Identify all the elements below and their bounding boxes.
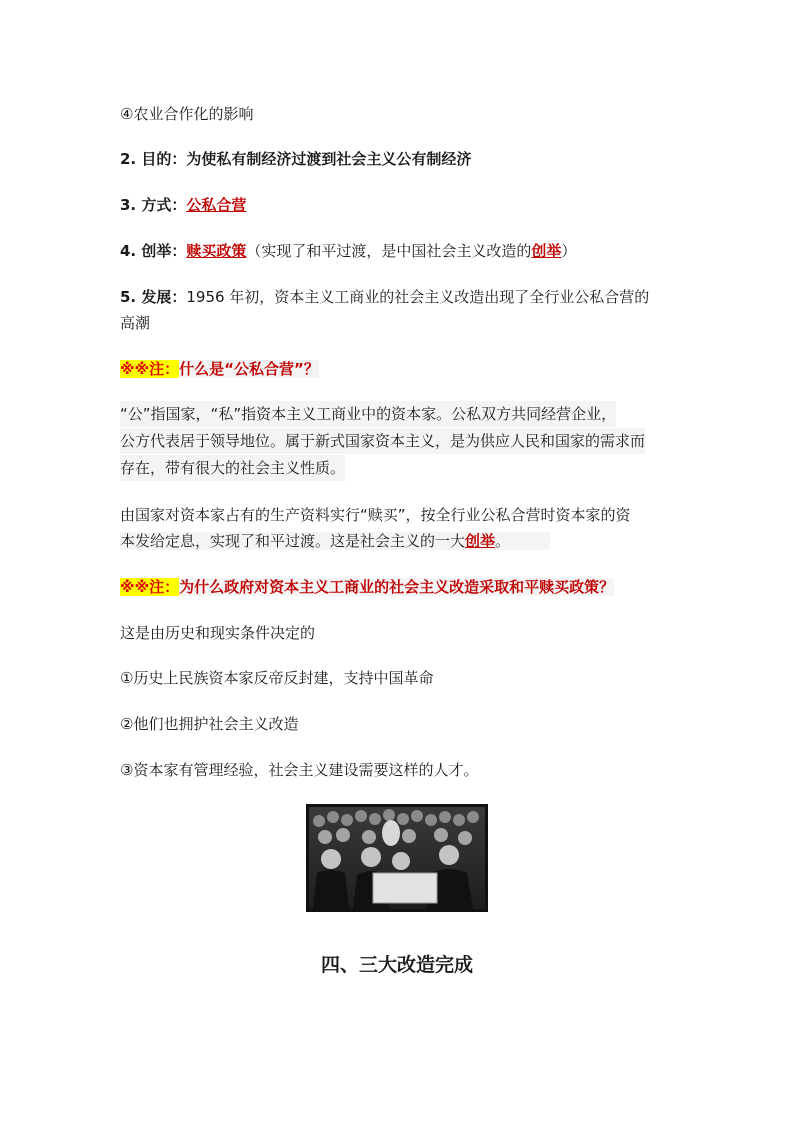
item-innovation xyxy=(120,238,576,264)
development-text: 1956 年初，资本主义工商业的社会主义改造出现了全行业公私合营的 xyxy=(186,288,650,306)
para-1-line-2: 公方代表居于领导地位。属于新式国家资本主义，是为供应人民和国家的需求而 xyxy=(120,428,645,454)
para-2-line-1: 由国家对资本家占有的生产资料实行“赎买”，按全行业公私合营时资本家的资 xyxy=(120,506,631,524)
innovation-em: 创举 xyxy=(531,242,562,260)
reason-3: ③资本家有管理经验，社会主义建设需要这样的人才。 xyxy=(120,761,479,779)
item-method xyxy=(120,192,246,218)
innovation-note-b: ） xyxy=(561,242,577,260)
note-1-tag: ※※注： xyxy=(120,360,180,378)
innovation-value: 赎买政策 xyxy=(186,242,247,260)
note-2 xyxy=(120,574,614,600)
para-2-end: 。 xyxy=(495,532,550,550)
innovation-label: 4. 创举： xyxy=(120,242,187,260)
note-2-tag: ※※注： xyxy=(120,578,180,596)
para-2-em: 创举 xyxy=(465,532,496,550)
note-1 xyxy=(120,356,319,382)
method-value: 公私合营 xyxy=(186,196,247,214)
para-1-line-3: 存在，带有很大的社会主义性质。 xyxy=(120,455,345,481)
method-label: 3. 方式： xyxy=(120,196,187,214)
item-purpose: 2. 目的：为使私有制经济过渡到社会主义公有制经济 xyxy=(120,150,472,168)
innovation-note-a: （实现了和平过渡，是中国社会主义改造的 xyxy=(246,242,532,260)
reason-2: ②他们也拥护社会主义改造 xyxy=(120,715,299,733)
para-1-line-1: “公”指国家，“私”指资本主义工商业中的资本家。公私双方共同经营企业， xyxy=(120,401,616,427)
reasons-intro: 这是由历史和现实条件决定的 xyxy=(120,624,316,642)
note-1-question: 什么是“公私合营”？ xyxy=(179,360,319,378)
section-heading: 四、三大改造完成 xyxy=(320,954,473,976)
item-development xyxy=(120,284,649,310)
development-label: 5. 发展： xyxy=(120,288,187,306)
item-development-cont: 高潮 xyxy=(120,314,151,332)
para-2-text: 本发给定息，实现了和平过渡。这是社会主义的一大 xyxy=(120,532,466,550)
note-2-question: 为什么政府对资本主义工商业的社会主义改造采取和平赎买政策？ xyxy=(179,578,615,596)
item-agri-influence: ④农业合作化的影响 xyxy=(120,105,254,123)
crowd-photo-image xyxy=(309,807,485,909)
para-2-line-2 xyxy=(120,528,550,554)
reason-1: ①历史上民族资本家反帝反封建，支持中国革命 xyxy=(120,669,434,687)
historical-photo xyxy=(306,804,488,912)
